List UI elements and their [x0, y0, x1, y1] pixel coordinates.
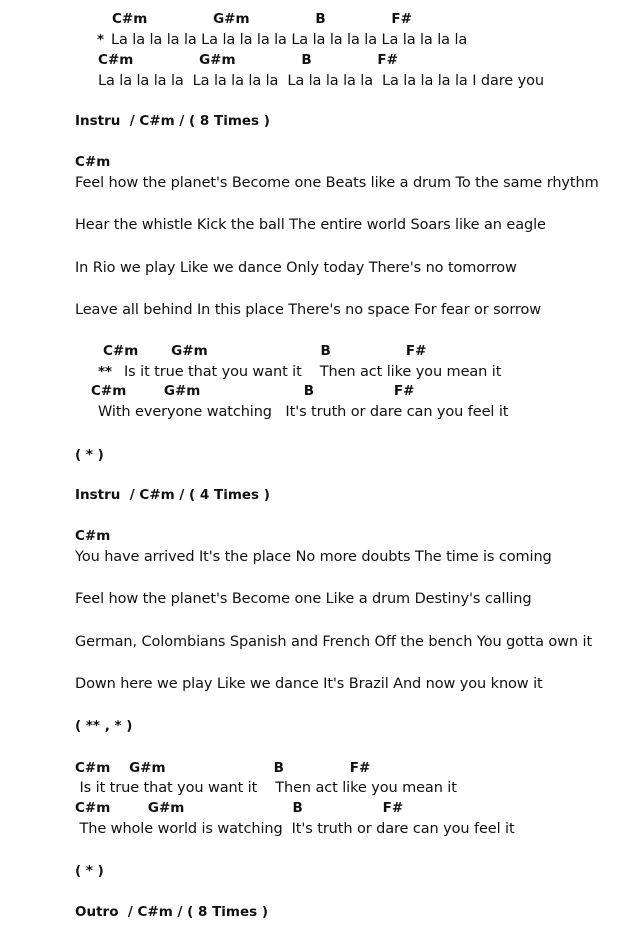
lyric-line: Hear the whistle Kick the ball The entire world Soars like an eagle — [75, 217, 546, 233]
chord-line: C#m — [75, 528, 111, 544]
lyric-line: With everyone watching It's truth or dare can you feel it — [98, 404, 509, 420]
lyric-line: In Rio we play Like we dance Only today There's no tomorrow — [75, 260, 517, 276]
lyric-line: Is it true that you want it Then act like you mean it — [124, 364, 502, 380]
lyric-line: Feel how the planet's Become one Like a drum Destiny's calling — [75, 591, 532, 607]
chord-line: C#m — [75, 154, 111, 170]
lyric-line: You have arrived It's the place No more doubts The time is coming — [75, 549, 552, 565]
repeat-marker: ( * ) — [75, 447, 104, 463]
chorus-marker: * — [97, 32, 109, 48]
lyric-line: The whole world is watching It's truth or dare can you feel it — [75, 821, 515, 837]
lyric-line: German, Colombians Spanish and French Off the bench You gotta own it — [75, 634, 593, 650]
lyric-line: La la la la la La la la la la La la la la la La la la la la — [111, 32, 468, 48]
chord-line: C#m G#m B F# — [91, 383, 415, 399]
lyric-line: Feel how the planet's Become one Beats like a drum To the same rhythm — [75, 175, 599, 191]
lyric-line: Down here we play Like we dance It's Brazil And now you know it — [75, 676, 543, 692]
repeat-marker: ( ** , * ) — [75, 718, 133, 734]
chord-line: C#m G#m B F# — [98, 52, 398, 68]
section-instrumental: Instru / C#m / ( 4 Times ) — [75, 487, 270, 503]
section-outro: Outro / C#m / ( 8 Times ) — [75, 904, 269, 920]
chord-line: C#m G#m B F# — [112, 11, 412, 27]
lyric-line: Is it true that you want it Then act like you mean it — [75, 780, 457, 796]
section-instrumental: Instru / C#m / ( 8 Times ) — [75, 113, 270, 129]
repeat-marker: ( * ) — [75, 863, 104, 879]
chord-line: C#m G#m B F# — [103, 343, 427, 359]
lyric-line: Leave all behind In this place There's no space For fear or sorrow — [75, 302, 541, 318]
lyric-line: La la la la la La la la la la La la la la la La la la la la I dare you — [98, 73, 544, 89]
chord-line: C#m G#m B F# — [75, 800, 404, 816]
prechorus-marker: ** — [98, 364, 117, 380]
chord-line: C#m G#m B F# — [75, 760, 371, 776]
